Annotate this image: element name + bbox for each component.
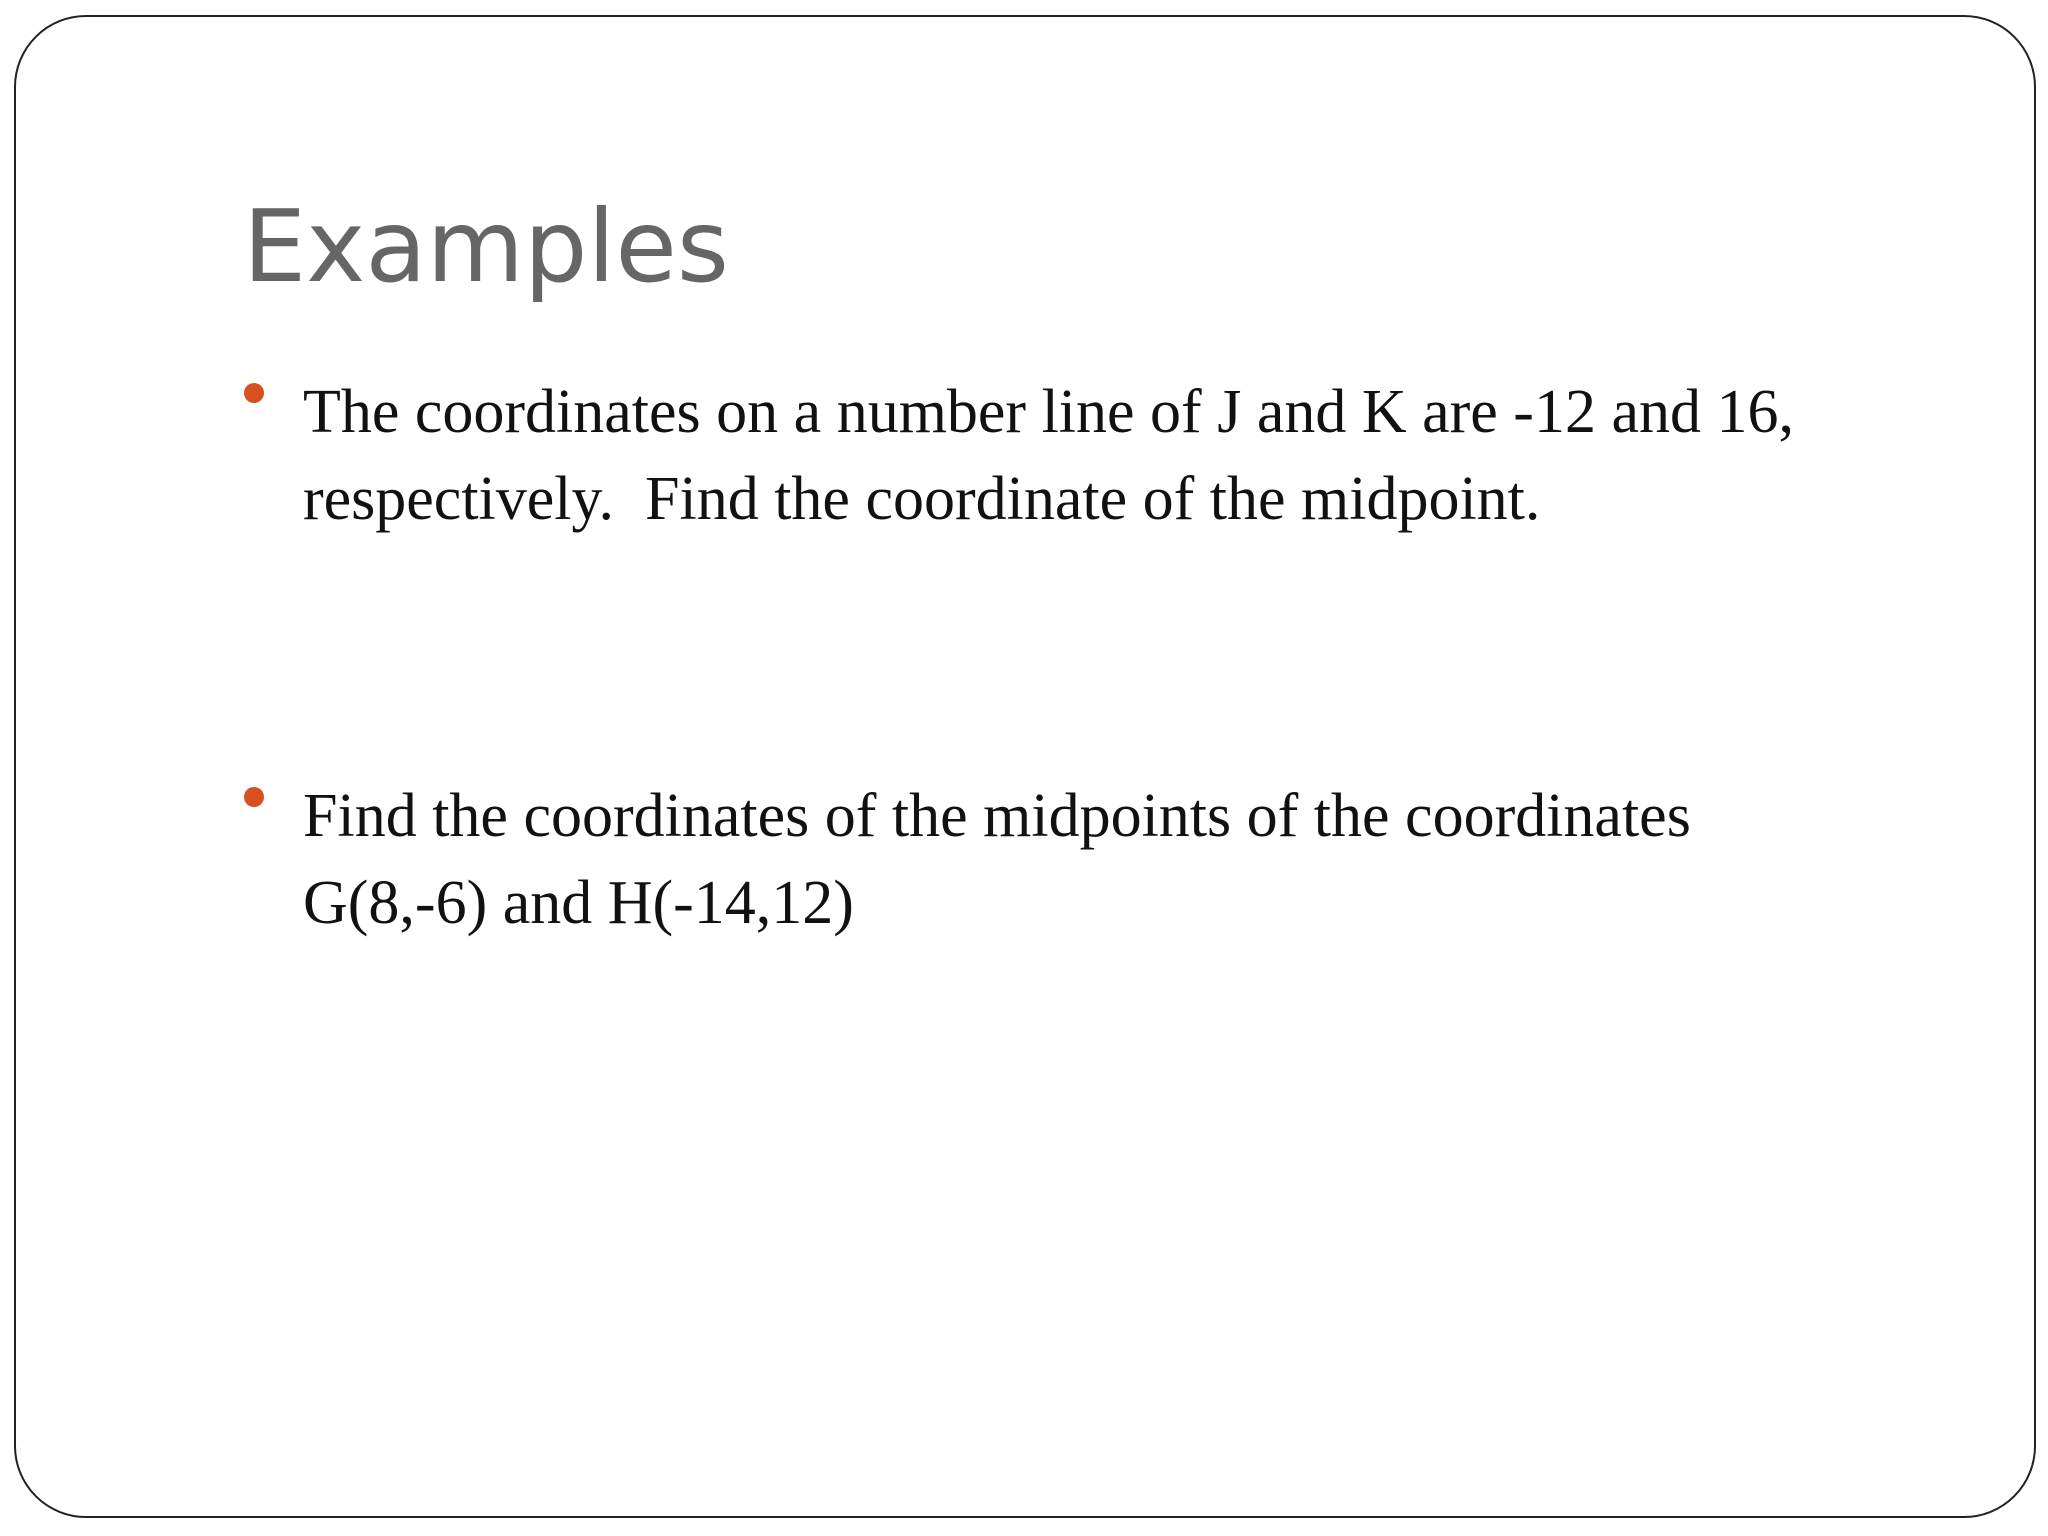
bullet-text	[303, 369, 1933, 543]
slide-frame	[14, 15, 2036, 1518]
slide-title: Examples	[243, 188, 729, 305]
bullet-item	[243, 369, 1933, 543]
bullet-text	[303, 773, 1933, 947]
bullet-item	[243, 773, 1933, 947]
bullet-line: respectively. Find the coordinate of the midpoint.	[303, 465, 1541, 533]
bullet-dot-icon	[244, 787, 264, 807]
bullet-line: Find the coordinates of the midpoints of the coordinates	[303, 782, 1691, 850]
bullet-line: G(8,-6) and H(-14,12)	[303, 869, 854, 937]
bullet-line: The coordinates on a number line of J and K are -12 and 16,	[303, 378, 1794, 446]
bullet-dot-icon	[244, 383, 264, 403]
